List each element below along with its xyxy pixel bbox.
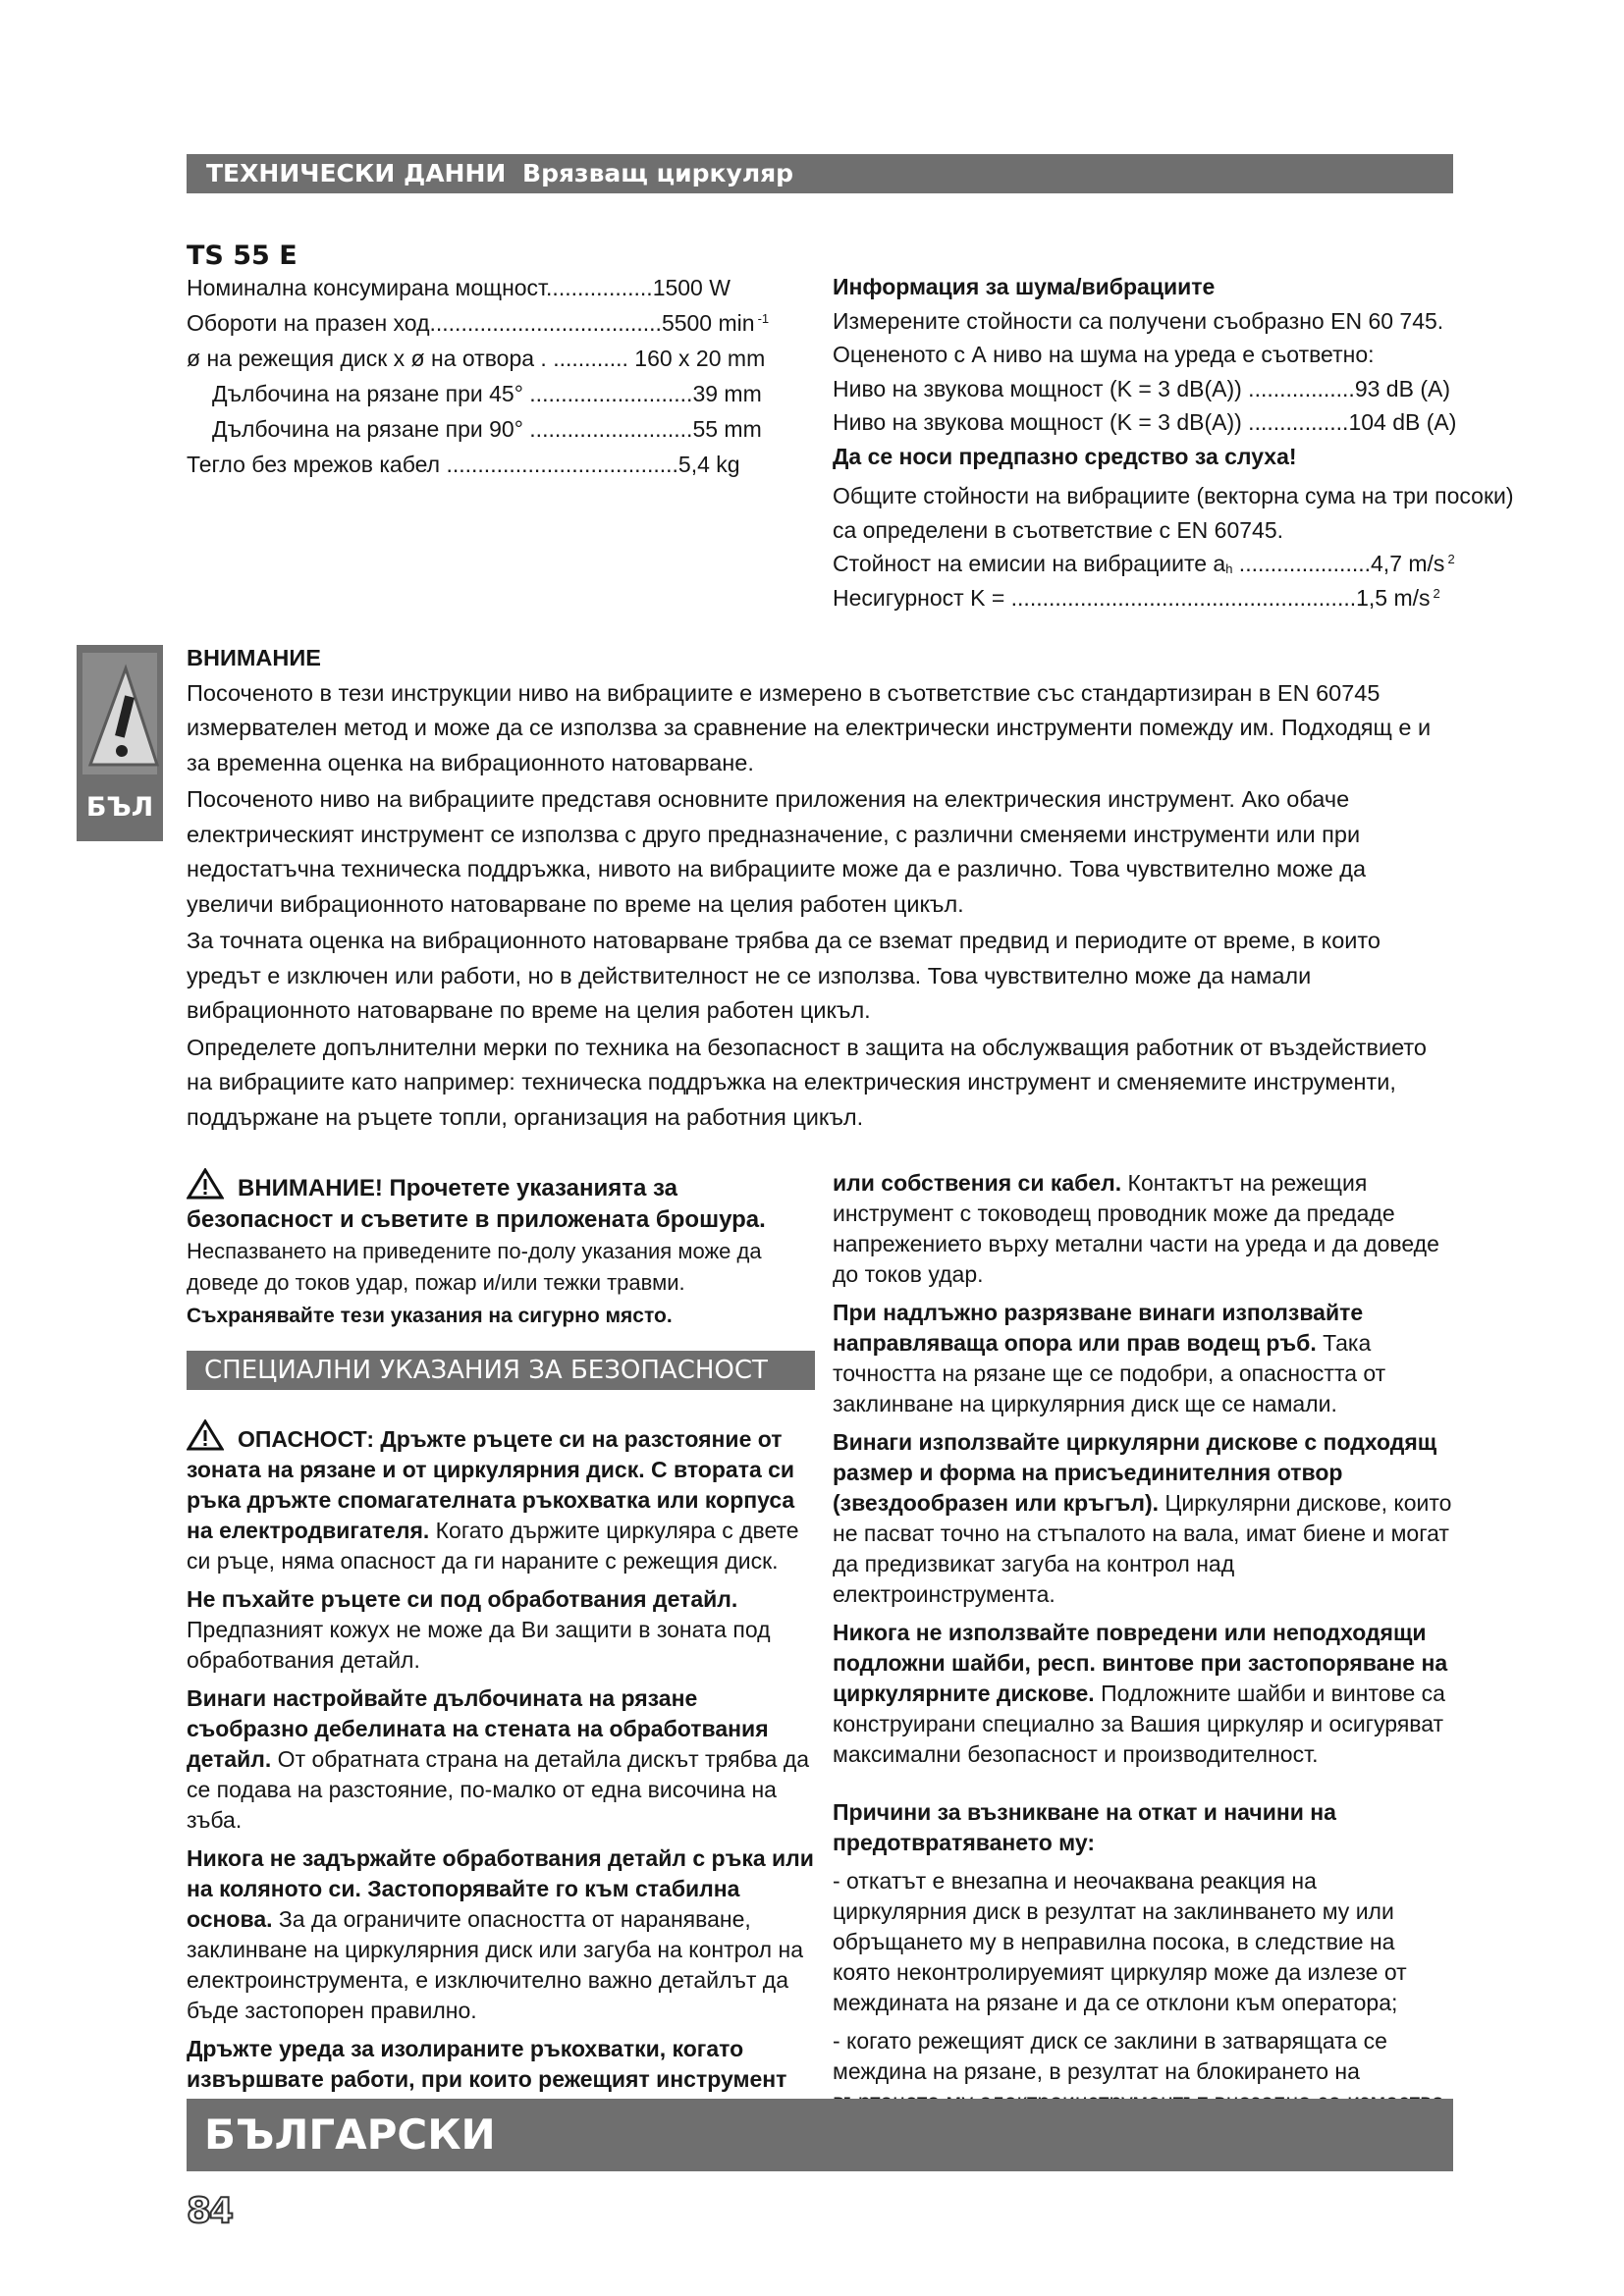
warning-icon xyxy=(77,645,163,782)
noise-line: Несигурност K = .......................................................1,5 m/s $^2$ xyxy=(833,584,1440,611)
spec-row: ø на режещия диск x ø на отвора . ............ 160 x 20 mm xyxy=(187,346,766,371)
right-column xyxy=(833,1168,1453,2156)
spec-row: Номинална консумирана мощност.................1500 W xyxy=(187,275,731,300)
spec-list xyxy=(187,270,769,482)
keep-instructions-note: Съхранявайте тези указания на сигурно място. xyxy=(187,1305,673,1327)
safety-item: Никога не използвайте повредени или неподходящи подложни шайби, респ. винтове при застопоряване на циркулярните дискове. Подложните шайби и винтове са конструирани специално за Вашия циркуляр и осигуряват максимални безопасност и производителност. xyxy=(833,1620,1448,1767)
warning-heading: ВНИМАНИЕ! Прочетете указанията за безопасност и съветите в приложената брошура. xyxy=(187,1175,766,1233)
noise-title: Информация за шума/вибрациите xyxy=(833,274,1216,299)
safety-item: Дръжте уреда за изолираните ръкохватки, когато извършвате работи, при които режещият инструмент xyxy=(187,2036,787,2092)
attention-section xyxy=(187,641,1453,1137)
left-column xyxy=(187,1168,815,2133)
safety-item: Винаги използвайте циркулярни дискове с подходящ размер и форма на присъединителния отвор (звездообразен или кръгъл). Циркулярни дискове, които не пасват точно на стъпалото на вала, имат биене и могат да предизвикат загуба на контрол над електроинструмента. xyxy=(833,1429,1452,1607)
spec-row: Обороти на празен ход.....................................5500 min $^{-1}$ xyxy=(187,310,770,336)
danger-triangle-icon xyxy=(187,1419,224,1451)
section-header-bar xyxy=(187,154,1453,193)
language-side-tab xyxy=(77,645,163,841)
kickback-item: - когато режещият диск се заклини в затварящата се междина на рязане, в резултат на блокирането на xyxy=(833,2028,1387,2084)
safety-item: Не пъхайте ръцете си под обработвания детайл. Предпазният кожух не може да Ви защити в зоната под обработвания детайл. xyxy=(187,1586,771,1673)
safety-item: Никога не задържайте обработвания детайл с ръка или на коляното си. Застопорявайте го към стабилна основа. За да ограничите опасността от нараняване, заклинване на циркулярния диск или загуба на контрол на електроинструмента, е изключително важно детайлът да бъде застопорен правилно. xyxy=(187,1845,814,2023)
attention-paragraph: Посоченото в тези инструкции ниво на вибрациите е измерено в съответствие със стандартизиран в EN 60745 измервателен метод и може да се използва за сравнение на електрически инструменти помежду им. Подходящ е и за временна оценка на вибрационното натоварване. xyxy=(187,679,1432,775)
spec-row: Дълбочина на рязане при 45° ..........................39 mm xyxy=(212,381,762,406)
footer-language: БЪЛГАРСКИ xyxy=(204,2110,496,2159)
noise-line: Измерените стойности са получени съобразно EN 60 745. xyxy=(833,307,1444,334)
attention-paragraph: За точната оценка на вибрационното натоварване трябва да се вземат предвид и периодите от време, в които уредът е изключен или работи, но в действителност не се използва. Това чувствително може да намали вибрационното натоварване по време на целия работен цикъл. xyxy=(187,928,1380,1023)
noise-vibration-block xyxy=(833,270,1514,614)
side-tab-label: БЪЛ xyxy=(85,792,154,823)
noise-line: Общите стойности на вибрациите (векторна сума на три посоки) xyxy=(833,483,1514,508)
warning-triangle-icon xyxy=(187,1168,224,1200)
safety-item: или собствения си кабел. Контактът на режещия инструмент с тоководещ проводник може да предаде напрежението върху метални части на уреда и да доведе до токов удар. xyxy=(833,1170,1439,1287)
noise-line: Ниво на звукова мощност (K = 3 dB(A)) ................104 dB (A) xyxy=(833,409,1457,435)
safety-item: При надлъжно разрязване винаги използвайте направляваща опора или прав водещ ръб. Така точността на рязане ще се подобри, а опасността от заклинване на циркулярния диск ще се намали. xyxy=(833,1300,1386,1416)
kickback-title: Причини за възникване на откат и начини на предотвратяването му: xyxy=(833,1799,1336,1855)
warning-text: Неспазването на приведените по-долу указания може да доведе до токов удар, пожар и/или тежки травми. xyxy=(187,1239,762,1295)
section-subtitle: Врязващ циркуляр xyxy=(522,159,794,187)
spec-row: Тегло без мрежов кабел .....................................5,4 kg xyxy=(187,452,740,477)
danger-text: Когато държите циркуляра с двете си ръце, няма опасност да ги нараните с режещия диск. xyxy=(187,1518,799,1574)
attention-paragraph: Посоченото ниво на вибрациите представя основните приложения на електрическия инструмент. Ако обаче електрическият инструмент се използва с друго предназначение, с различни сменяеми инструменти или при недостатъчна техническа поддръжка, нивото на вибрациите може да е различно. Това чувствително може да увеличи вибрационното натоварване по време на целия работен цикъл. xyxy=(187,786,1367,917)
hearing-protection-warning: Да се носи предпазно средство за слуха! xyxy=(833,443,1297,469)
model-name: TS 55 E xyxy=(187,240,298,271)
page-number: 84 xyxy=(187,2191,233,2231)
section-title: ТЕХНИЧЕСКИ ДАННИ xyxy=(206,159,507,187)
spec-row: Дълбочина на рязане при 90° ..........................55 mm xyxy=(212,416,762,442)
special-safety-bar: СПЕЦИАЛНИ УКАЗАНИЯ ЗА БЕЗОПАСНОСТ xyxy=(187,1351,815,1390)
noise-line: Ниво на звукова мощност (K = 3 dB(A)) .................93 dB (A) xyxy=(833,375,1450,401)
noise-line: Стойност на емисии на вибрациите $a_h$ .....................4,7 m/s $^2$ xyxy=(833,551,1455,576)
danger-heading: ОПАСНОСТ: Дръжте ръцете си на разстояние от зоната на рязане и от циркулярния диск. С втората си ръка дръжте спомагателната ръкохватка или корпуса на електродвигателя. xyxy=(187,1426,795,1543)
attention-paragraph: Определете допълнителни мерки по техника на безопасност в защита на обслужващия работник от въздействието на вибрациите като например: техническа поддръжка на електрическия инструмент и сменяемите инструменти, поддържане на ръцете топли, организация на работния цикъл. xyxy=(187,1034,1427,1130)
kickback-item: - откатът е внезапна и неочаквана реакция на циркулярния диск в резултат на заклинването му или обръщането му в неправилна посока, в следствие на която неконтролируемият циркуляр може да излезе от междината на рязане и да се отклони към оператора; xyxy=(833,1868,1407,2015)
safety-item: Винаги настройвайте дълбочината на рязане съобразно дебелината на стената на обработвания детайл. От обратната страна на детайла дискът трябва да се подава на разстояние, по-малко от една височина на зъба. xyxy=(187,1685,810,1833)
noise-line: Оцененото с А ниво на шума на уреда е съответно: xyxy=(833,342,1375,367)
noise-line: са определени в съответствие с EN 60745. xyxy=(833,516,1284,543)
footer-language-bar xyxy=(187,2099,1453,2171)
attention-title: ВНИМАНИЕ xyxy=(187,645,321,670)
